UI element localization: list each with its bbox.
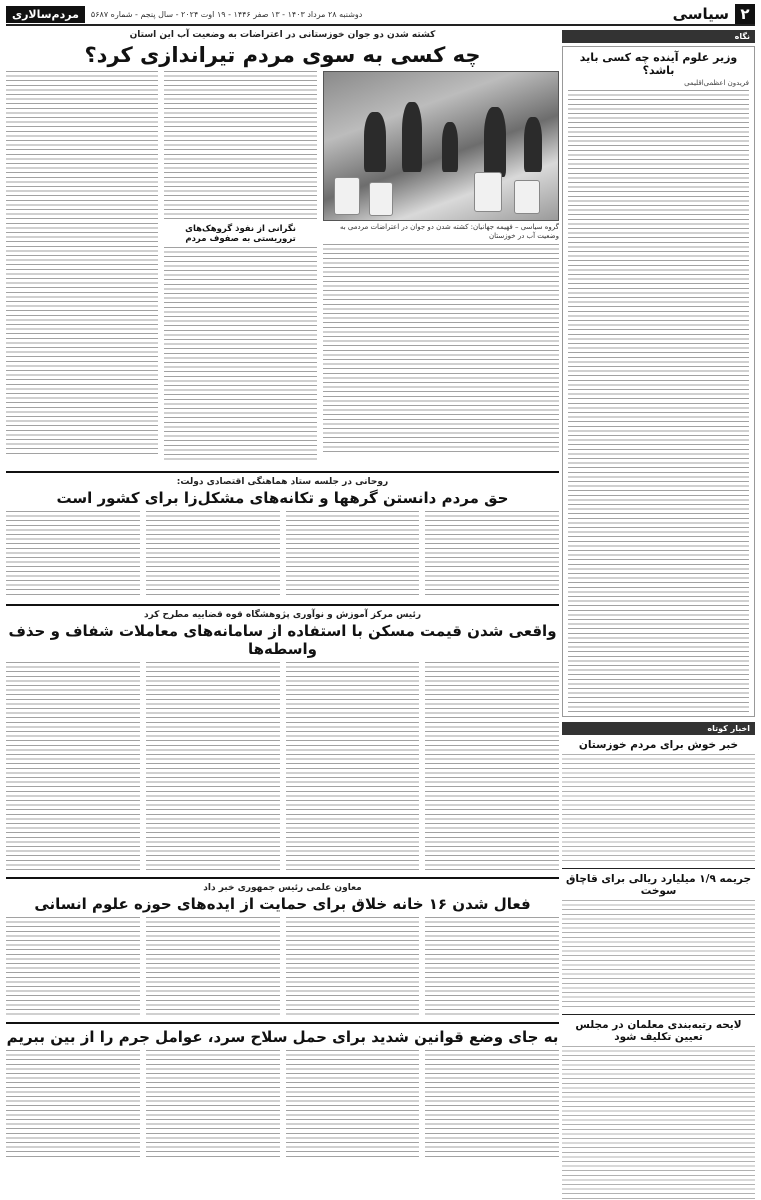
brief-title: جریمه ۱/۹ میلیارد ریالی برای قاچاق سوخت xyxy=(565,873,752,897)
article2-body-text xyxy=(286,511,420,597)
lead-subhead: نگرانی از نفوذ گروهک‌های تروریستی به صفوف مردم xyxy=(185,224,296,244)
article3-body-text xyxy=(6,662,140,870)
divider xyxy=(562,1014,755,1015)
article3-body-text xyxy=(286,662,420,870)
article3-body xyxy=(6,662,559,872)
sidebar-tag: نگاه xyxy=(562,30,755,43)
brief-body-text xyxy=(562,754,755,864)
page-number: ۲ xyxy=(735,4,755,24)
article2-body-text xyxy=(146,511,280,597)
article3-headline: واقعی شدن قیمت مسکن با استفاده از سامانه‌های معاملات شفاف و حذف واسطه‌ها xyxy=(8,622,557,658)
article3-body-text xyxy=(425,662,559,870)
brief-title: لایحه رتبه‌بندی معلمان در مجلس تعیین تکلیف شود xyxy=(575,1019,742,1043)
divider xyxy=(6,1022,559,1024)
opinion-author: فریدون اعظمی‌اقلیمی xyxy=(684,79,749,87)
article4-body-text xyxy=(6,917,140,1015)
lead-photo-column xyxy=(323,71,559,466)
divider xyxy=(6,877,559,879)
dateline-block xyxy=(6,6,362,23)
brand-logo: مردم‌سالاری xyxy=(6,6,85,23)
article5-body xyxy=(6,1050,559,1160)
article2-body-text xyxy=(6,511,140,597)
divider xyxy=(562,868,755,869)
article5-body-text xyxy=(146,1050,280,1158)
opinion-title: وزیر علوم آینده چه کسی باید باشد؟ xyxy=(579,51,738,77)
article3-body-text xyxy=(146,662,280,870)
lead-headline: چه کسی به سوی مردم تیراندازی کرد؟ xyxy=(84,43,481,67)
brief-item xyxy=(562,739,755,864)
dateline: دوشنبه ۲۸ مرداد ۱۴۰۳ - ۱۳ صفر ۱۴۴۶ - ۱۹ اوت ۲۰۲۴ - سال پنجم - شماره ۵۶۸۷ xyxy=(90,9,363,19)
lead-body-text xyxy=(6,71,158,456)
article2-headline: حق مردم دانستن گرهها و تکانه‌های مشکل‌زا برای کشور است xyxy=(56,489,509,507)
lead-column xyxy=(6,71,158,466)
article4-body xyxy=(6,917,559,1017)
lead-body-text xyxy=(164,71,316,221)
lead-body-text xyxy=(164,247,316,462)
photo-caption: گروه سیاسی – فهیمه جهانیان: کشته شدن دو جوان در اعتراضات مردمی به وضعیت آب در خوزستان xyxy=(340,223,559,241)
article4-kicker: معاون علمی رئیس جمهوری خبر داد xyxy=(203,883,362,893)
article5-body-text xyxy=(425,1050,559,1158)
lead-photo xyxy=(323,71,559,221)
brief-title: خبر خوش برای مردم خوزستان xyxy=(578,739,739,751)
masthead xyxy=(6,4,755,26)
opinion-body-text xyxy=(568,90,749,712)
lead-body-text xyxy=(323,244,559,454)
main-content xyxy=(6,30,559,1194)
article4-body-text xyxy=(425,917,559,1015)
brief-item xyxy=(562,1019,755,1200)
article4-headline: فعال شدن ۱۶ خانه خلاق برای حمایت از ایده‌های حوزه علوم انسانی xyxy=(34,895,531,913)
divider xyxy=(6,604,559,606)
briefs-tag: اخبار کوتاه xyxy=(562,722,755,735)
article5-body-text xyxy=(286,1050,420,1158)
divider xyxy=(6,471,559,473)
lead-kicker: کشته شدن دو جوان خوزستانی در اعتراضات به وضعیت آب این استان xyxy=(129,30,436,40)
opinion-box xyxy=(562,46,755,717)
article2-kicker: روحانی در جلسه ستاد هماهنگی اقتصادی دولت: xyxy=(176,477,389,487)
article4-body-text xyxy=(286,917,420,1015)
lead-article xyxy=(6,71,559,466)
article5-body-text xyxy=(6,1050,140,1158)
page-number-block xyxy=(673,4,755,24)
article4-body-text xyxy=(146,917,280,1015)
sidebar xyxy=(562,30,755,1194)
brief-body-text xyxy=(562,1046,755,1200)
article2-body-text xyxy=(425,511,559,597)
lead-column xyxy=(164,71,316,466)
article5-headline: به جای وضع قوانین شدید برای حمل سلاح سرد، عوامل جرم را از بین ببریم xyxy=(6,1028,559,1046)
brief-item xyxy=(562,873,755,1010)
brief-body-text xyxy=(562,900,755,1010)
article2-body xyxy=(6,511,559,599)
section-name: سیاسی xyxy=(672,5,729,23)
article3-kicker: رئیس مرکز آموزش و نوآوری پژوهشگاه قوه قضاییه مطرح کرد xyxy=(143,610,422,620)
